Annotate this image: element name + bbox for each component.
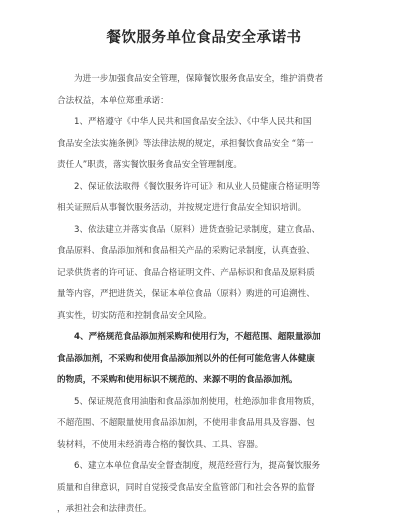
paragraph-line: 为进一步加强食品安全管理，保障餐饮服务食品安全，维护消费者 xyxy=(74,74,324,84)
paragraph-line: 相关证照后从事餐饮服务活动，并按规定进行食品安全知识培训。 xyxy=(57,203,307,213)
paragraph-line: ，承担社会和法律责任。 xyxy=(57,504,152,514)
paragraph-line: 6、建立本单位食品安全督查制度，规范经营行为，提高餐饮服务 xyxy=(74,461,321,471)
paragraph-line: 装材料，不使用未经消毒合格的餐饮具、工具、容器。 xyxy=(57,439,264,450)
paragraph xyxy=(57,392,353,457)
paragraph-line: 食品原料、食品添加剂和食品相关产品的采购记录制度，认真查验、 xyxy=(57,246,315,256)
document-body xyxy=(57,69,353,521)
paragraph xyxy=(57,220,353,328)
paragraph xyxy=(57,69,353,112)
paragraph-line: 2、保证依法取得《餐饮服务许可证》和从业人员健康合格证明等 xyxy=(74,181,321,192)
paragraph-line: 合法权益，本单位郑重承诺： xyxy=(57,95,169,106)
paragraph-line: 5、保证规范食用油脂和食品添加剂使用，杜绝添加非食用物质， xyxy=(74,396,321,407)
paragraph xyxy=(57,327,353,392)
paragraph xyxy=(57,456,353,521)
paragraph-line: 量等内容，严把进货关，保证本单位食品（原料）购进的可追溯性、 xyxy=(57,289,315,299)
paragraph-line: 记录供货者的许可证、食品合格证明文件、产品标识和食品及原料质 xyxy=(57,267,315,278)
paragraph xyxy=(57,177,353,220)
paragraph-line: 3、依法建立并落实食品（原料）进货查验记录制度，建立食品、 xyxy=(74,224,321,235)
paragraph-line: 食品添加剂，不采购和使用食品添加剂以外的任何可能危害人体健康 xyxy=(57,353,315,364)
paragraph xyxy=(57,112,353,177)
paragraph-line: 4、严格规范食品添加剂采购和使用行为，不超范围、超限量添加 xyxy=(74,332,321,342)
paragraph-line: 1、严格遵守《中华人民共和国食品安全法》、《中华人民共和国 xyxy=(74,117,312,127)
paragraph-line: 食品安全法实施条例》等法律法规的规定，承担餐饮食品安全 “第一 xyxy=(57,138,314,149)
paragraph-line: 的物质，不采购和使用标识不规范的、来源不明的食品添加剂。 xyxy=(57,375,298,385)
document-title: 餐饮服务单位食品安全承诺书 xyxy=(106,30,302,46)
paragraph-line: 责任人”职责，落实餐饮服务食品安全管理制度。 xyxy=(57,160,242,170)
paragraph-line: 质量和自律意识，同时自觉接受食品安全监管部门和社会各界的监督 xyxy=(57,482,315,493)
paragraph-line: 不超范围、不超限量使用食品添加剂，不使用非食品用具及容器、包 xyxy=(57,418,315,428)
paragraph-line: 真实性，切实防范和控制食品安全风险。 xyxy=(57,310,212,321)
